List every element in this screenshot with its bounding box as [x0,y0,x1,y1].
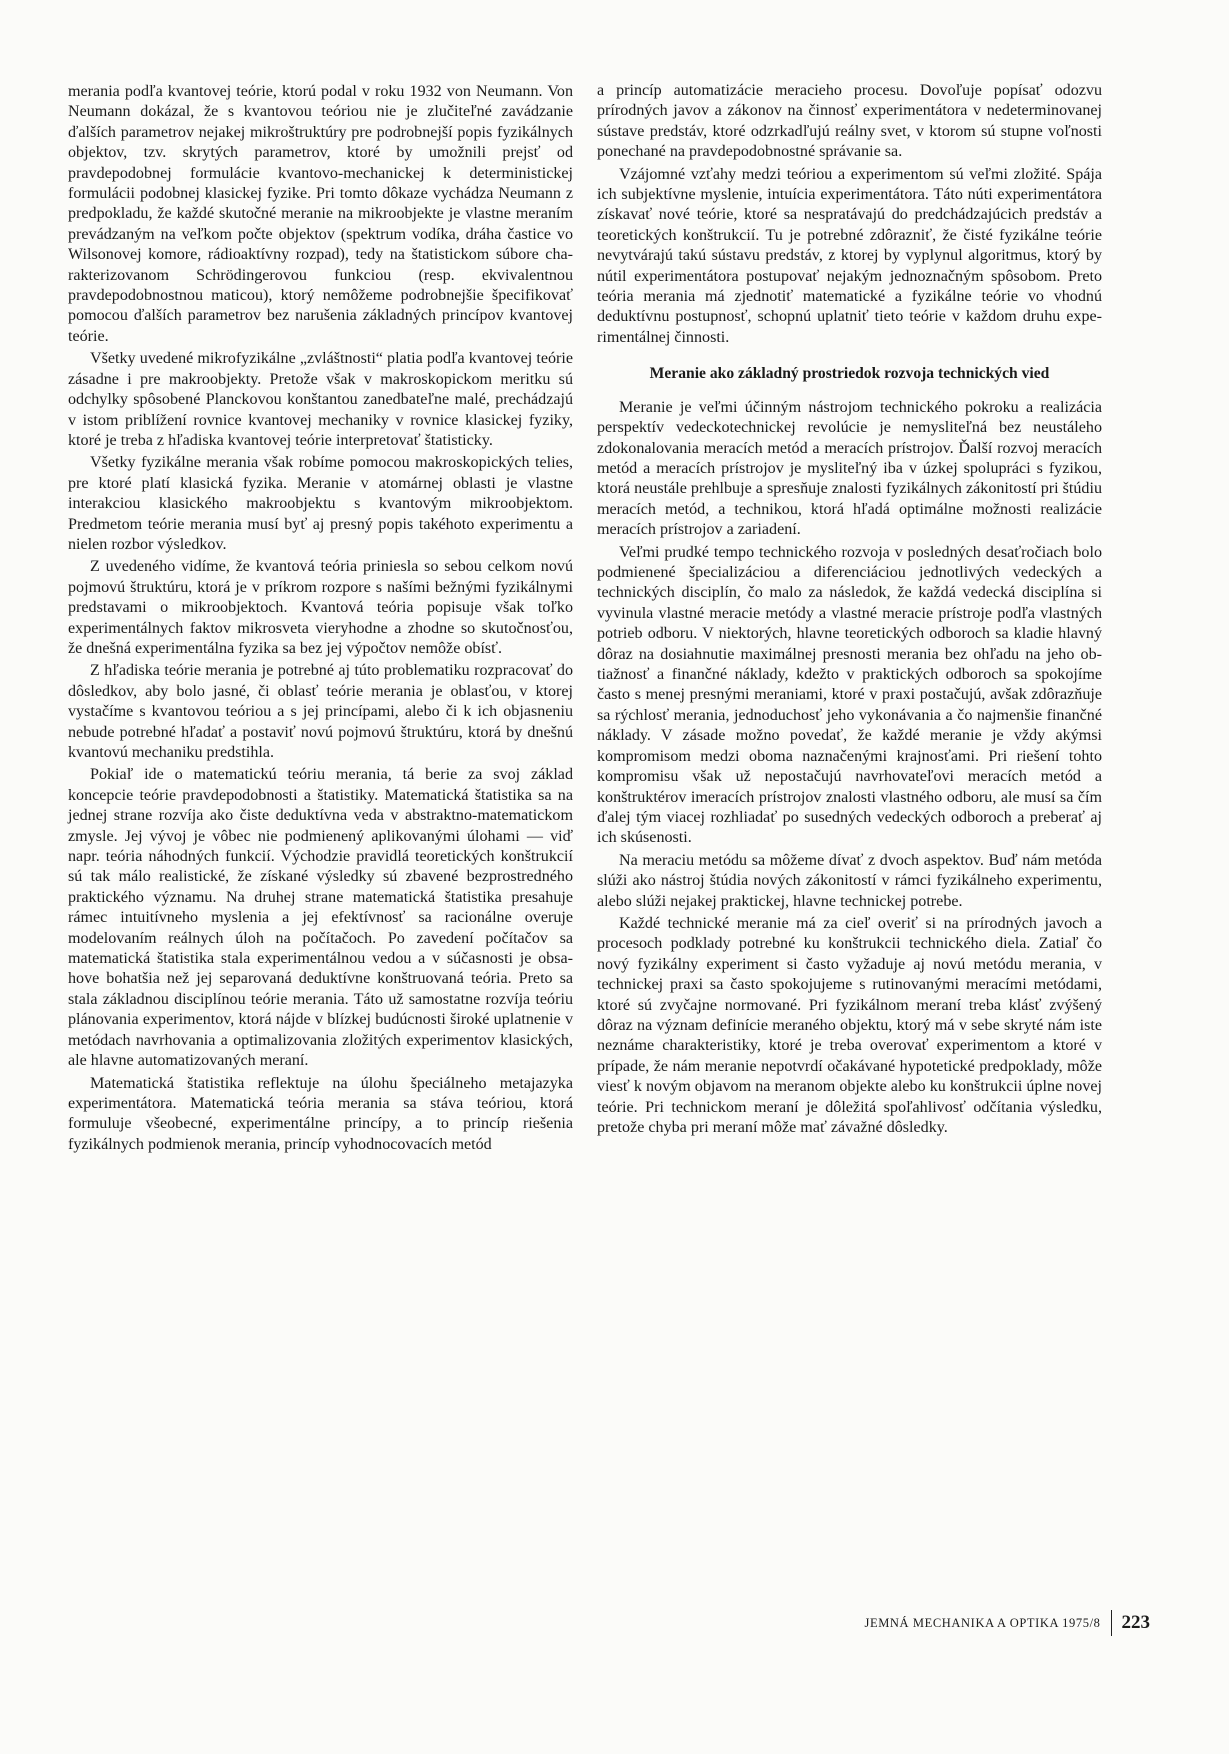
journal-title: JEMNÁ MECHANIKA A OPTIKA 1975/8 [864,1615,1101,1630]
left-column [68,82,573,1155]
paragraph: Matematická štatistika reflektuje na úlohu špeciálneho metajazyka experimentátora. Matematická teória merania sa stáva teóriou, ktorá formuluje všeobecné, experimentálne princípy, a to princíp riešenia fyzikálnych podmienok merania, princíp vyhodnocovacích metód [68,1074,573,1153]
paragraph: Každé technické meranie má za cieľ overiť si na prírodných javoch a procesoch podklady potrebné ku konštrukcii technického diela. Zatiaľ čo nový fyzikálny experiment si často vyžaduje aj novú metódu merania, v technickej praxi sa často spokojujeme s rutinovanými meracími metódami, ktoré sú zvyčajne normované. Pri fyzikálnom meraní treba klásť zvýšený dôraz na význam definície meraného objektu, ktorý má v sebe skryté nám iste neznáme charakteristiky, ktoré je treba overovať experimentom a ktoré v prípade, že nám meranie nepotvrdí očakávané hypotetické predpoklady, môže viesť k novým objavom na meranom objekte alebo ku konštrukcii úplne novej teórie. Pri technickom meraní je dôležitá spoľahlivosť odčítania výsledku, pretože chyba pri meraní môže mať závažné dôsledky. [597,914,1102,1136]
paragraph: Vzájomné vzťahy medzi teóriou a experimentom sú veľmi zložité. Spája ich subjektívne myslenie, intuícia experimentátora. Táto núti experimentátora získavať nové teórie, ktoré sa nespratávajú do predchádzajúcich predstáv a teoretických konštrukcií. Tu je potrebné zdôrazniť, že čisté fyzikálne teórie nevytvárajú takú sústavu predstáv, z ktorej by vyplynul algoritmus, ktorý by nútil experimentátora postupovať nejakým jednoznačným spôsobom. Preto teória merania má zjednotiť matematické a fyzikálne teórie vo vhodnú deduktívnu postupnosť, schopnú uplatniť tieto teórie v každom druhu experimentálnej činnosti. [597,165,1102,346]
paragraph: Pokiaľ ide o matematickú teóriu merania, tá berie za svoj základ koncepcie teórie pravdepodobnosti a štatistiky. Matematická štatistika sa na jednej strane rozvíja ako čiste deduktívna veda v abstraktno-matematickom zmysle. Jej vývoj je vôbec nie podmienený aplikovanými úlohami — viď napr. teória náhodných funkcií. Východzie pravidlá teoretických konštrukcií sú tak málo realistické, že získané výsledky sú zbavené bezprostredného praktického významu. Na druhej strane matematická štatistika presahuje rámec intuitívneho myslenia a jej efektívnosť sa racionálne overuje modelovaním reálnych úloh na počítačoch. Po zavedení počítačov sa matematická štatistika stala experimentálnou vedou a v súčasnosti je obsahove bohatšia než jej separovaná deduktívne konštruovaná teória. Preto sa stala základnou disciplínou teórie merania. Táto už samostatne rozvíja teóriu plánovania experimentov, ktorá nájde v blízkej budúcnosti široké uplatnenie v metódach navrhovania a optimalizovania zložitých experimentov klasických, ale hlavne automatizovaných meraní. [68,766,573,1070]
right-column [597,81,1102,1138]
page-footer [770,1610,1150,1636]
paragraph: Všetky uvedené mikrofyzikálne „zvláštnosti“ platia podľa kvantovej teórie zásadne i pre makroobjekty. Pretože však v makroskopickom meritku sú odchylky spôsobené Planckovou konštantou zanedbateľne malé, prechádzajú v istom priblížení rovnice kvantovej mechaniky v rovnice klasickej fyziky, ktoré je treba z hľadiska kvantovej teórie interpretovať štatisticky. [68,350,573,449]
section-heading: Meranie ako základný prostriedok rozvoja technických vied [649,365,1050,383]
paragraph: Meranie je veľmi účinným nástrojom technického pokroku a realizácia perspektív vedeckotechnickej revolúcie je nemysliteľná bez neustáleho zdokonalovania meracích metód a meracích prístrojov. Ďalší rozvoj meracích metód a meracích prístrojov je mysliteľný iba v úzkej spolupráci s fyzikou, ktorá neustále prehlbuje a spresňuje znalosti fyzikálnych zákonitostí pri štúdiu meracích metód, a technikou, ktorá hľadá optimálne možnosti realizácie meracích prístrojov a zariadení. [597,398,1102,539]
paragraph: Veľmi prudké tempo technického rozvoja v posledných desaťročiach bolo podmienené špecializáciou a diferenciáciou jednotlivých vedeckých a technických disciplín, čo malo za následok, že každá vedecká disciplína si vyvinula vlastné meracie metódy a vlastné meracie prístroje podľa vlastných potrieb odboru. V niektorých, hlavne teoretických odboroch sa kladie hlavný dôraz na dosiahnutie maximálnej presnosti merania bez ohľadu na jeho obtiažnosť a finančné náklady, kdežto v praktických odboroch sa spokojíme často s menej presnými meraniami, ktoré v praxi postačujú, avšak zdôrazňuje sa rýchlosť merania, jednoduchosť jeho vykonávania a čo najmenšie finančné náklady. V zásade možno povedať, že každé meranie je vždy akýmsi kompromisom medzi oboma naznačenými krajnosťami. Pri riešení tohto kompromisu však už nepostačujú navrhovateľovi meracích metód a konštruktérov imeracích prístrojov znalosti vlastného odboru, ale musí sa čím ďalej tým viacej rozhliadať po susedných vedeckých odboroch a preberať aj ich skúsenosti. [597,543,1102,847]
footer-divider [1111,1610,1112,1636]
paragraph: Z hľadiska teórie merania je potrebné aj túto problematiku rozpracovať do dôsledkov, aby bolo jasné, či oblasť teórie merania je oblasťou, v ktorej vystačíme s kvantovou teóriou a s jej princípami, alebo či k ich objasneniu nebude potrebné hľadať a postaviť novú pojmovú štruktúru, ktorá by dnešnú kvantovú mechaniku predstihla. [68,662,573,761]
paragraph: Na meraciu metódu sa môžeme dívať z dvoch aspektov. Buď nám metóda slúži ako nástroj štúdia nových zákonitostí v rámci fyzikálneho experimentu, alebo slúži nejakej praktickej, hlavne technickej potrebe. [597,851,1102,910]
paragraph: a princíp automatizácie meracieho procesu. Dovoľuje popísať odozvu prírodných javov a zákonov na činnosť experimentátora v nedeterminovanej sústave predstáv, ktoré odzrkadľujú reálny svet, v ktorom sú stupne voľnosti ponechané na pravdepodobnostné správanie sa. [597,82,1102,161]
paragraph: Z uvedeného vidíme, že kvantová teória priniesla so sebou celkom novú pojmovú štruktúru, ktorá je v príkrom rozpore s našími bežnými fyzikálnymi predstavami o mikroobjektoch. Kvantová teória popisuje však toľko experimentálnych faktov mikrosveta vieryhodne a zhodne so skutočnosťou, že dnešná experimentálna fyzika sa bez jej výpočtov nemôže obísť. [68,558,573,657]
page-number: 223 [1121,1612,1150,1633]
paragraph: merania podľa kvantovej teórie, ktorú podal v roku 1932 von Neumann. Von Neumann dokázal, že s kvantovou teóriou nie je zlučiteľné zavádzanie ďalších parametrov nejakej mikroštruktúry pre podrobnejší popis fyzikálnych objektov, tzv. skrytých parametrov, ktoré by umožnili prejsť od pravdepodobnej formulácie kvantovo-mechanickej k deterministickej formulácii podobnej klasickej fyzike. Pri tomto dôkaze vychádza Neumann z predpokladu, že každé skutočné meranie na mikroobjekte je vlastne meraním prevádzaným na veľkom počte objektov (spektrum vodíka, dráha častice vo Wilsonovej komore, rádioaktívny rozpad), tedy na štatistickom súbore charakterizovanom Schrödingerovou funkciou (resp. ekvivalentnou pravdepodobnostnou maticou), ktorý nemôžeme podrobnejšie špecifikovať pomocou ďalších parametrov bez narušenia základných princípov kvantovej teórie. [68,83,573,345]
paragraph: Všetky fyzikálne merania však robíme pomocou makroskopických telies, pre ktoré platí klasická fyzika. Meranie v atomárnej oblasti je vlastne interakciou klasického makroobjektu s kvantovým mikroobjektom. Predmetom teórie merania musí byť aj presný popis takéhoto experimentu a nielen rozbor výsledkov. [68,454,573,553]
